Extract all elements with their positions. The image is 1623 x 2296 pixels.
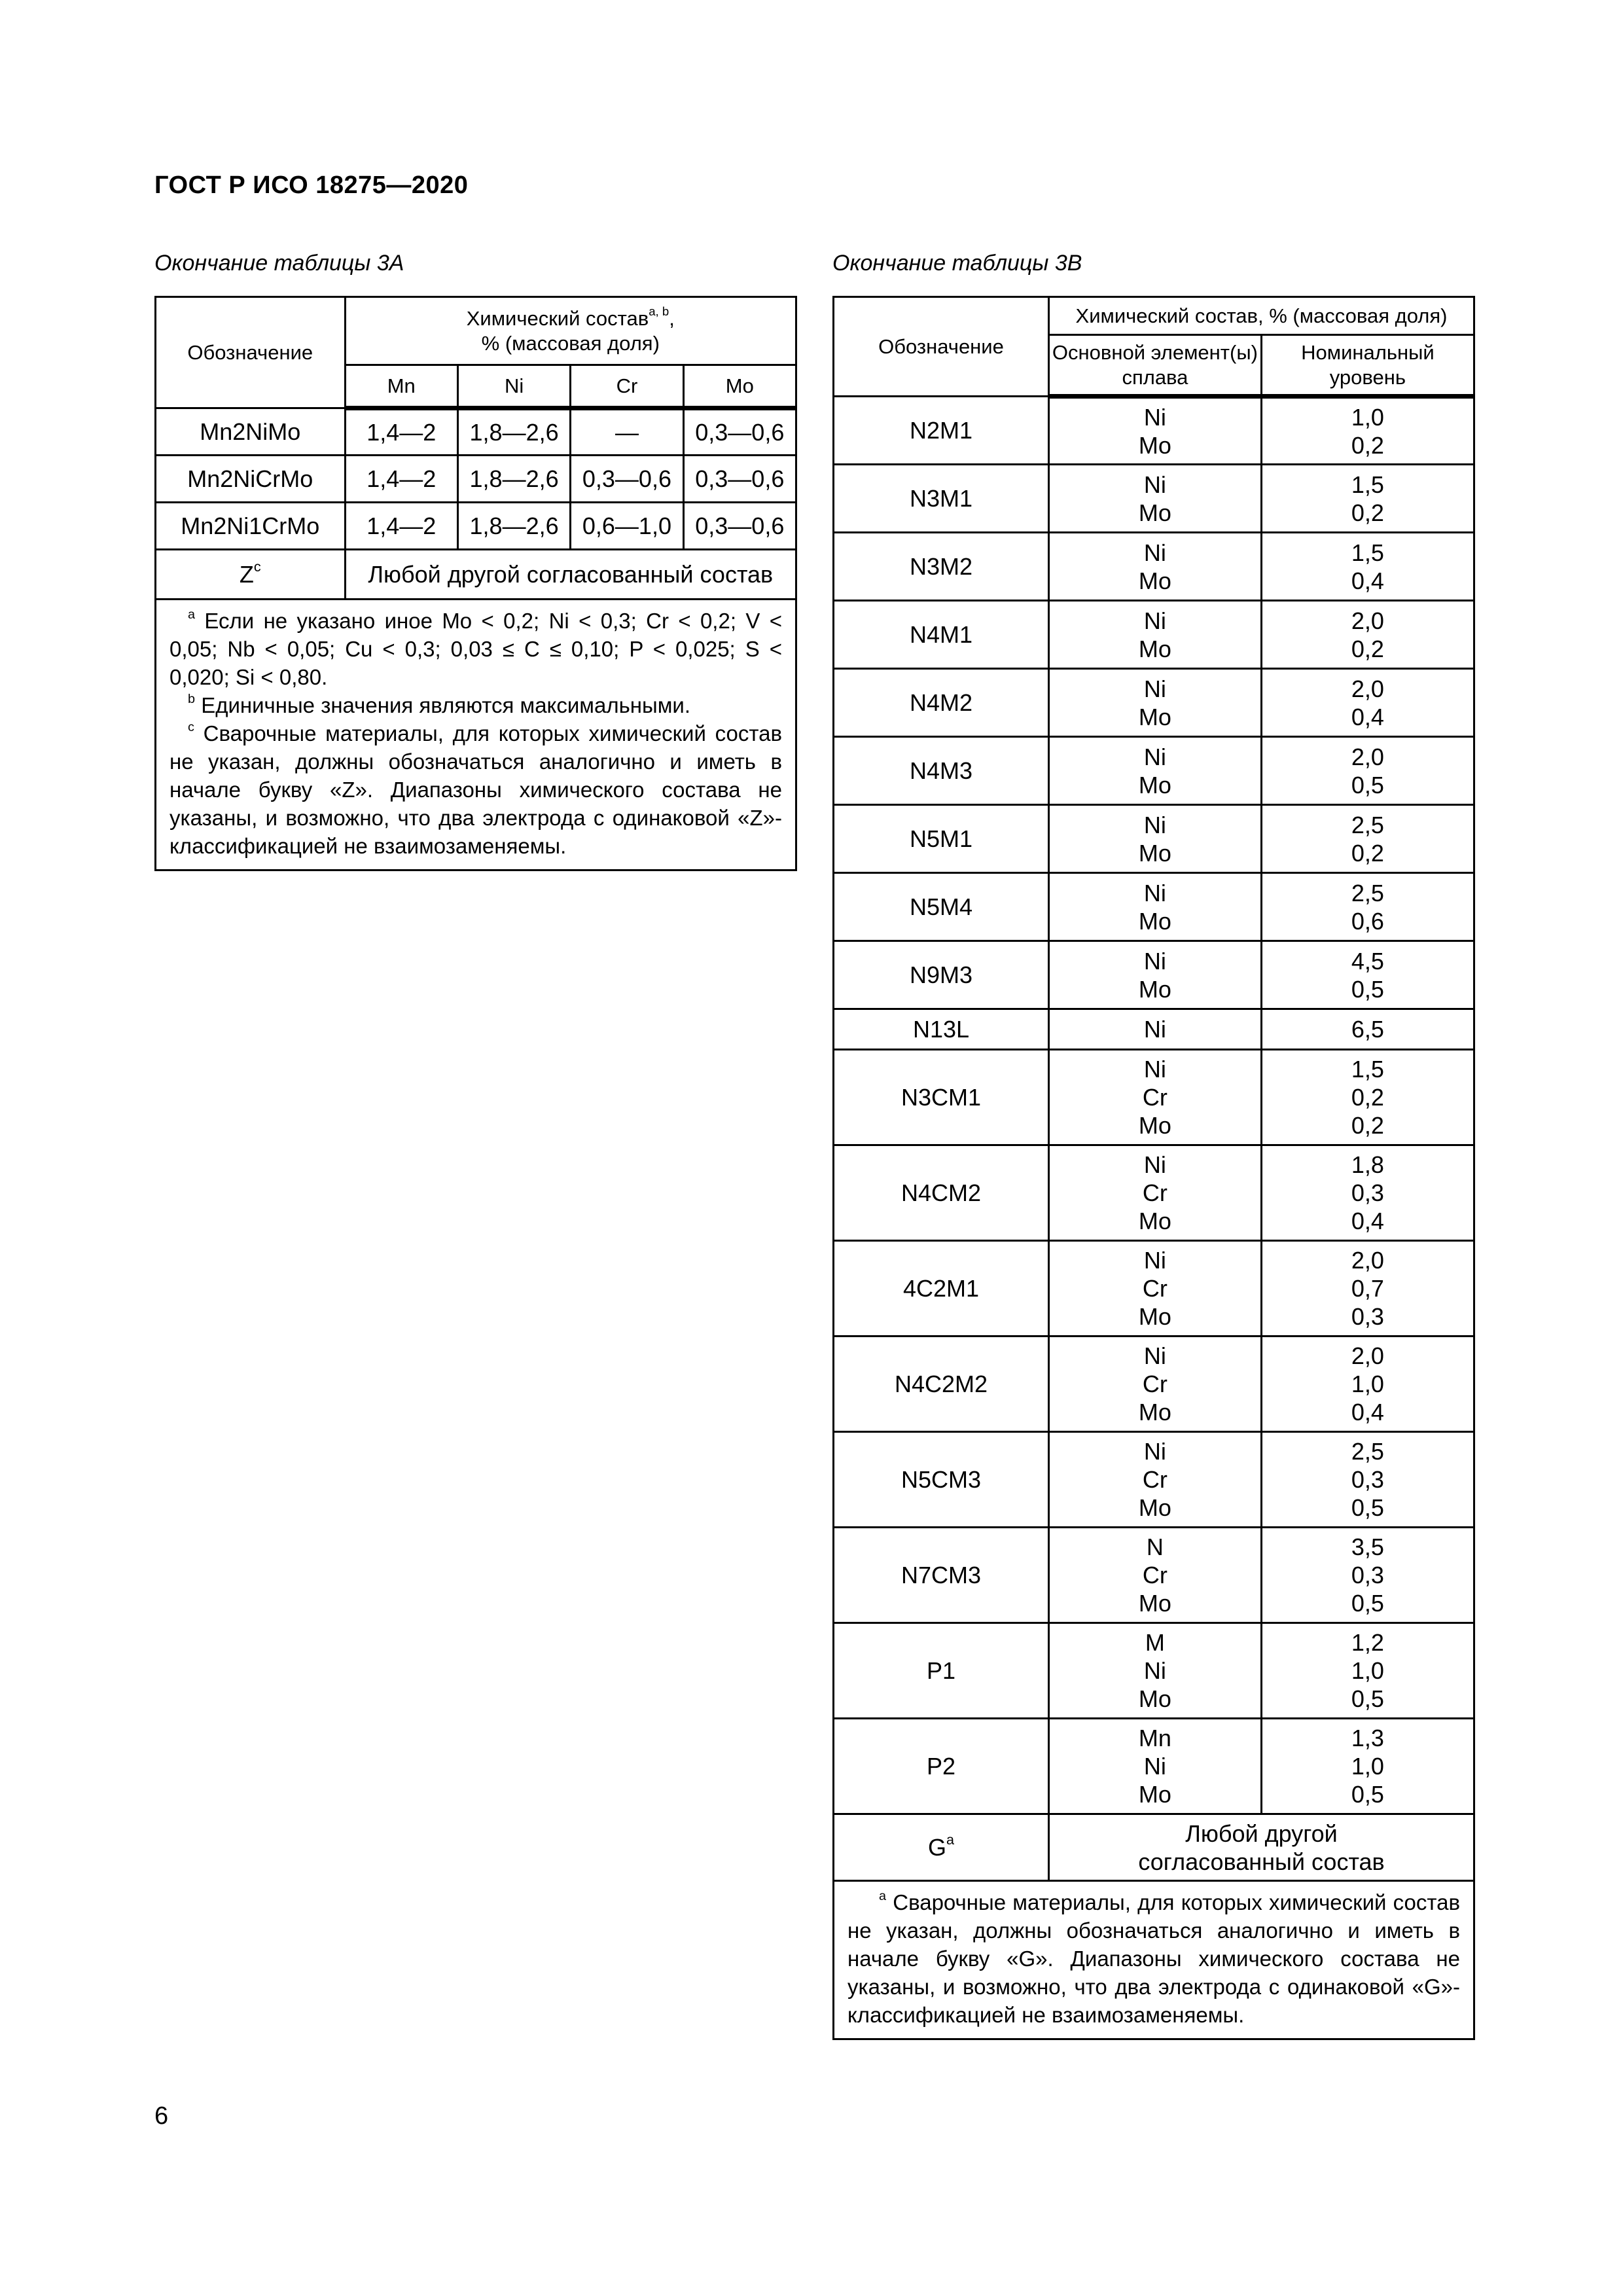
mn-cell: 1,4—2	[345, 456, 457, 503]
elements-cell: Ni Mo	[1049, 465, 1262, 533]
elements-cell: Ni Mo	[1049, 873, 1262, 941]
g-text-line1: Любой другой	[1185, 1820, 1338, 1847]
designation-cell: N4M2	[834, 669, 1049, 737]
table-row	[834, 669, 1474, 737]
cr-cell: 0,6—1,0	[571, 503, 683, 550]
document-title: ГОСТ Р ИСО 18275—2020	[154, 171, 469, 199]
footnote-b-mark: b	[188, 692, 196, 707]
table-row	[834, 465, 1474, 533]
designation-cell: P2	[834, 1719, 1049, 1814]
chem-composition-header	[345, 297, 796, 365]
chem-header-sup: a, b	[649, 304, 669, 319]
elements-cell: Ni Mo	[1049, 669, 1262, 737]
table-row	[834, 873, 1474, 941]
levels-cell: 1,3 1,0 0,5	[1261, 1719, 1474, 1814]
table-row	[156, 456, 796, 503]
designation-cell: Mn2NiMo	[156, 408, 346, 456]
designation-cell: N5CM3	[834, 1432, 1049, 1528]
levels-cell: 2,5 0,3 0,5	[1261, 1432, 1474, 1528]
designation-cell: N3CM1	[834, 1050, 1049, 1145]
table-row	[834, 1719, 1474, 1814]
table-row-g	[834, 1814, 1474, 1881]
designation-cell: N4M1	[834, 601, 1049, 669]
footnote-a-text: Сварочные материалы, для которых химический состав не указан, должны обозначаться аналогично и иметь в начале букву «G». Диапазоны химического состава не указаны, и возможно, что два электрода с одинаковой «G»-классификацией не взаимозаменяемы.	[847, 1890, 1461, 2027]
levels-cell: 1,5 0,4	[1261, 533, 1474, 601]
elements-cell: Mn Ni Mo	[1049, 1719, 1262, 1814]
levels-cell: 2,0 0,7 0,3	[1261, 1241, 1474, 1336]
footnote-row	[834, 1881, 1474, 2039]
table-3a	[154, 296, 797, 871]
elements-cell: Ni Mo	[1049, 941, 1262, 1009]
footnote-b	[169, 691, 782, 719]
elements-cell: Ni Mo	[1049, 737, 1262, 805]
footnote-b-text: Единичные значения являются максимальными.	[201, 693, 691, 717]
table-row	[834, 533, 1474, 601]
levels-cell: 1,0 0,2	[1261, 397, 1474, 465]
footnotes-row	[156, 600, 796, 870]
footnote-c	[169, 719, 782, 860]
designation-cell: 4C2M1	[834, 1241, 1049, 1336]
main-element-header: Основной элемент(ы) сплава	[1049, 335, 1262, 397]
elements-cell: Ni Cr Mo	[1049, 1432, 1262, 1528]
levels-cell: 1,8 0,3 0,4	[1261, 1145, 1474, 1241]
designation-cell: P1	[834, 1623, 1049, 1719]
footnotes-cell	[156, 600, 796, 870]
levels-cell: 2,5 0,2	[1261, 805, 1474, 873]
elements-cell: Ni Cr Mo	[1049, 1336, 1262, 1432]
designation-cell: N13L	[834, 1009, 1049, 1050]
table-row	[156, 408, 796, 456]
designation-cell: N5M4	[834, 873, 1049, 941]
table-row	[834, 1145, 1474, 1241]
table-3b-caption: Окончание таблицы 3В	[832, 251, 1082, 276]
nominal-level-header: Номинальный уровень	[1261, 335, 1474, 397]
footnote-cell	[834, 1881, 1474, 2039]
g-sup: a	[946, 1831, 955, 1848]
designation-cell: Mn2Ni1CrMo	[156, 503, 346, 550]
levels-cell: 2,0 0,4	[1261, 669, 1474, 737]
elements-cell: M Ni Mo	[1049, 1623, 1262, 1719]
table-row	[834, 737, 1474, 805]
table-row	[834, 805, 1474, 873]
footnote-a-mark: a	[188, 607, 196, 622]
z-designation: Z	[239, 560, 254, 588]
footnote-c-mark: c	[188, 720, 194, 735]
table-3a-caption: Окончание таблицы 3А	[154, 251, 404, 276]
elements-cell: Ni Mo	[1049, 533, 1262, 601]
table-row	[834, 1528, 1474, 1623]
elements-cell: Ni Cr Mo	[1049, 1145, 1262, 1241]
table-row	[834, 941, 1474, 1009]
table-row	[834, 1050, 1474, 1145]
levels-cell: 1,2 1,0 0,5	[1261, 1623, 1474, 1719]
cr-cell: 0,3—0,6	[571, 456, 683, 503]
cr-header: Cr	[571, 365, 683, 408]
ni-cell: 1,8—2,6	[457, 456, 570, 503]
levels-cell: 2,0 0,5	[1261, 737, 1474, 805]
mn-cell: 1,4—2	[345, 503, 457, 550]
designation-cell: N3M2	[834, 533, 1049, 601]
chem-composition-header: Химический состав, % (массовая доля)	[1049, 297, 1474, 335]
levels-cell: 2,0 0,2	[1261, 601, 1474, 669]
z-sup: c	[253, 558, 261, 575]
mo-header: Mo	[683, 365, 796, 408]
chem-header-line1: Химический состав	[466, 306, 649, 330]
footnote-c-text: Сварочные материалы, для которых химический состав не указан, должны обозначаться аналогично и иметь в начале букву «Z». Диапазоны химического состава не указаны, и возможно, что два электрода с одинаковой «Z»-классификацией не взаимозаменяемы.	[169, 721, 783, 858]
mn-header: Mn	[345, 365, 457, 408]
designation-cell: N9M3	[834, 941, 1049, 1009]
mo-cell: 0,3—0,6	[683, 503, 796, 550]
g-text-line2: согласованный состав	[1138, 1848, 1385, 1875]
ni-header: Ni	[457, 365, 570, 408]
chem-header-comma: ,	[669, 306, 675, 330]
table-row	[834, 1009, 1474, 1050]
table-row	[834, 397, 1474, 465]
table-row	[834, 1336, 1474, 1432]
mn-cell: 1,4—2	[345, 408, 457, 456]
cr-cell: —	[571, 408, 683, 456]
designation-cell	[156, 550, 346, 600]
table-row	[834, 1241, 1474, 1336]
chem-header-line2: % (массовая доля)	[481, 331, 660, 355]
elements-cell: N Cr Mo	[1049, 1528, 1262, 1623]
designation-cell: N4C2M2	[834, 1336, 1049, 1432]
designation-header: Обозначение	[156, 297, 346, 408]
designation-cell: N4M3	[834, 737, 1049, 805]
levels-cell: 2,0 1,0 0,4	[1261, 1336, 1474, 1432]
page-number: 6	[154, 2102, 169, 2130]
ni-cell: 1,8—2,6	[457, 408, 570, 456]
mo-cell: 0,3—0,6	[683, 456, 796, 503]
levels-cell: 6,5	[1261, 1009, 1474, 1050]
elements-cell: Ni Cr Mo	[1049, 1241, 1262, 1336]
elements-cell: Ni Cr Mo	[1049, 1050, 1262, 1145]
footnote-a-mark: a	[879, 1889, 887, 1904]
designation-cell	[834, 1814, 1049, 1881]
designation-cell: N7CM3	[834, 1528, 1049, 1623]
table-3b	[832, 296, 1475, 2040]
levels-cell: 3,5 0,3 0,5	[1261, 1528, 1474, 1623]
levels-cell: 1,5 0,2 0,2	[1261, 1050, 1474, 1145]
table-row	[156, 503, 796, 550]
designation-cell: N2M1	[834, 397, 1049, 465]
designation-header: Обозначение	[834, 297, 1049, 397]
footnote-a-text: Если не указано иное Mo < 0,2; Ni < 0,3; Cr < 0,2; V < 0,05; Nb < 0,05; Cu < 0,3; 0,03 ≤ C ≤ 0,10; P < 0,025; S < 0,020; Si < 0,80.	[169, 609, 783, 689]
designation-cell: Mn2NiCrMo	[156, 456, 346, 503]
g-designation: G	[927, 1833, 946, 1861]
table-row	[834, 1623, 1474, 1719]
elements-cell: Ni Mo	[1049, 397, 1262, 465]
designation-cell: N5M1	[834, 805, 1049, 873]
table-row	[834, 601, 1474, 669]
ni-cell: 1,8—2,6	[457, 503, 570, 550]
designation-cell: N4CM2	[834, 1145, 1049, 1241]
footnote-a	[847, 1888, 1460, 2029]
g-text-cell	[1049, 1814, 1474, 1881]
elements-cell: Ni	[1049, 1009, 1262, 1050]
levels-cell: 1,5 0,2	[1261, 465, 1474, 533]
table-row	[834, 1432, 1474, 1528]
z-text-cell: Любой другой согласованный состав	[345, 550, 796, 600]
designation-cell: N3M1	[834, 465, 1049, 533]
table-row-z	[156, 550, 796, 600]
levels-cell: 2,5 0,6	[1261, 873, 1474, 941]
mo-cell: 0,3—0,6	[683, 408, 796, 456]
elements-cell: Ni Mo	[1049, 601, 1262, 669]
levels-cell: 4,5 0,5	[1261, 941, 1474, 1009]
footnote-a	[169, 607, 782, 691]
elements-cell: Ni Mo	[1049, 805, 1262, 873]
